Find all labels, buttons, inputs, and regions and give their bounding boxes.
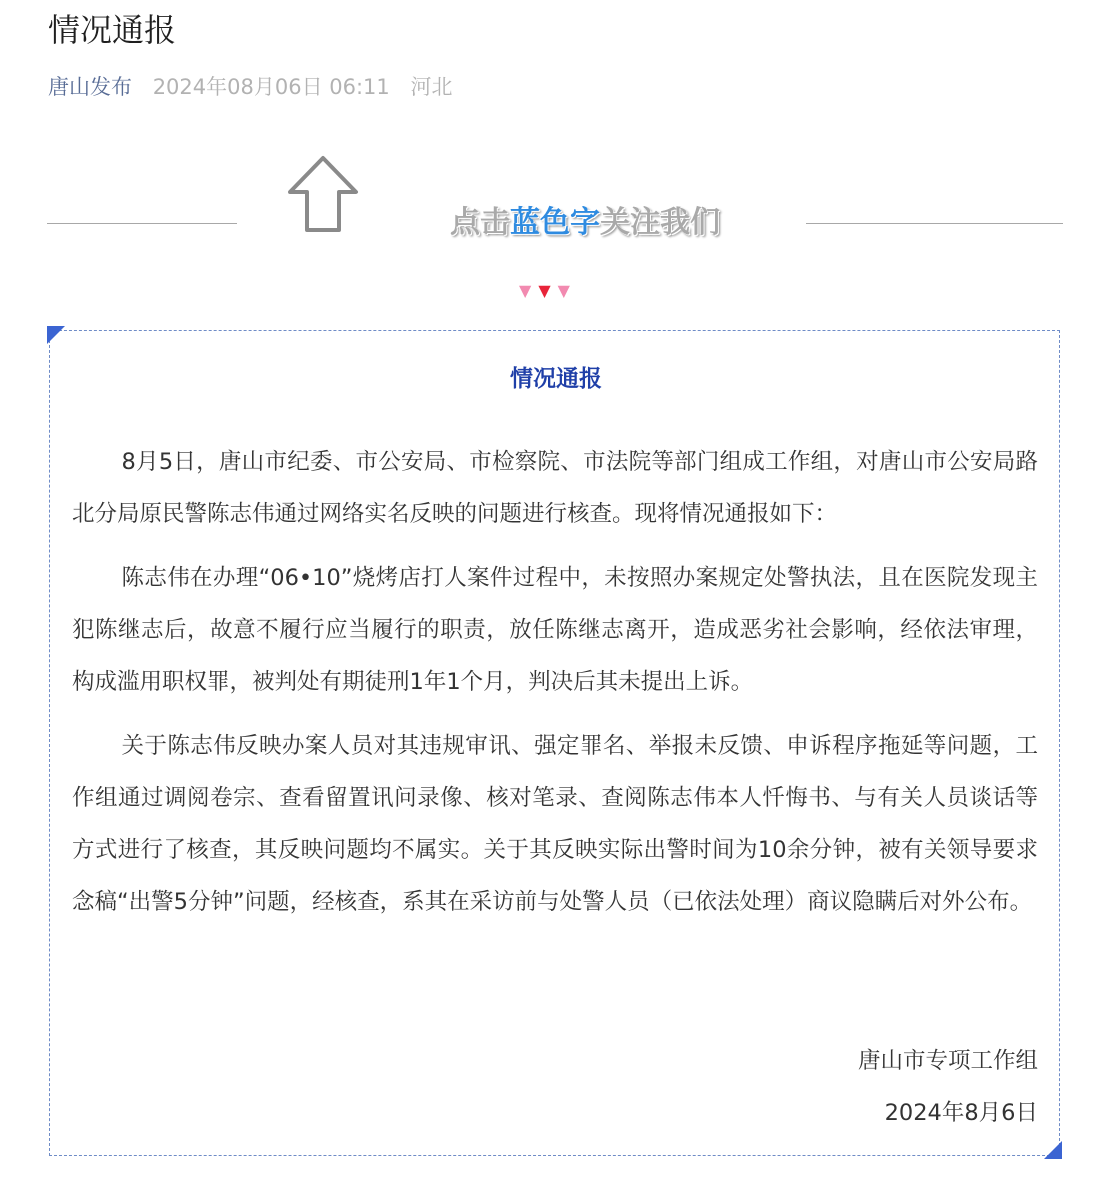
notice-signature: 唐山市专项工作组	[857, 1048, 1038, 1074]
triangle-down-icon: ▼	[557, 281, 577, 300]
follow-text-pre: 点击	[450, 205, 510, 240]
article-meta	[48, 72, 452, 102]
notice-paragraph: 8月5日，唐山市纪委、市公安局、市检察院、市法院等部门组成工作组，对唐山市公安局路北分局原民警陈志伟通过网络实名反映的问题进行核查。现将情况通报如下：	[72, 449, 1038, 527]
author-link[interactable]: 唐山发布	[48, 75, 132, 99]
up-arrow-icon	[284, 154, 362, 236]
notice-date: 2024年8月6日	[884, 1100, 1038, 1126]
banner-divider-left	[47, 223, 237, 224]
notice-paragraph: 陈志伟在办理“06•10”烧烤店打人案件过程中，未按照办案规定处警执法，且在医院发现主犯陈继志后，故意不履行应当履行的职责，放任陈继志离开，造成恶劣社会影响，经依法审理，构成滥用职权罪，被判处有期徒刑1年1个月，判决后其未提出上诉。	[72, 565, 1038, 695]
follow-text-highlight: 蓝色字	[510, 205, 600, 240]
triangle-down-icon: ▼	[538, 281, 558, 300]
card-corner-bottom-right	[1044, 1141, 1062, 1159]
triangle-divider	[519, 281, 577, 300]
article-title: 情况通报	[48, 11, 177, 49]
publish-time: 2024年08月06日 06:11	[152, 75, 390, 99]
notice-heading: 情况通报	[510, 366, 602, 392]
banner-divider-right	[806, 223, 1063, 224]
notice-paragraph: 关于陈志伟反映办案人员对其违规审讯、强定罪名、举报未反馈、申诉程序拖延等问题，工作组通过调阅卷宗、查看留置讯问录像、核对笔录、查阅陈志伟本人忏悔书、与有关人员谈话等方式进行了核查，其反映问题均不属实。关于其反映实际出警时间为10余分钟，被有关领导要求念稿“出警5分钟”问题，经核查，系其在采访前与处警人员（已依法处理）商议隐瞒后对外公布。	[72, 733, 1038, 915]
card-corner-top-left	[47, 326, 65, 344]
triangle-down-icon: ▼	[519, 281, 539, 300]
publish-location: 河北	[410, 75, 453, 99]
follow-us-banner[interactable]	[450, 197, 720, 241]
follow-text-post: 关注我们	[600, 205, 720, 240]
